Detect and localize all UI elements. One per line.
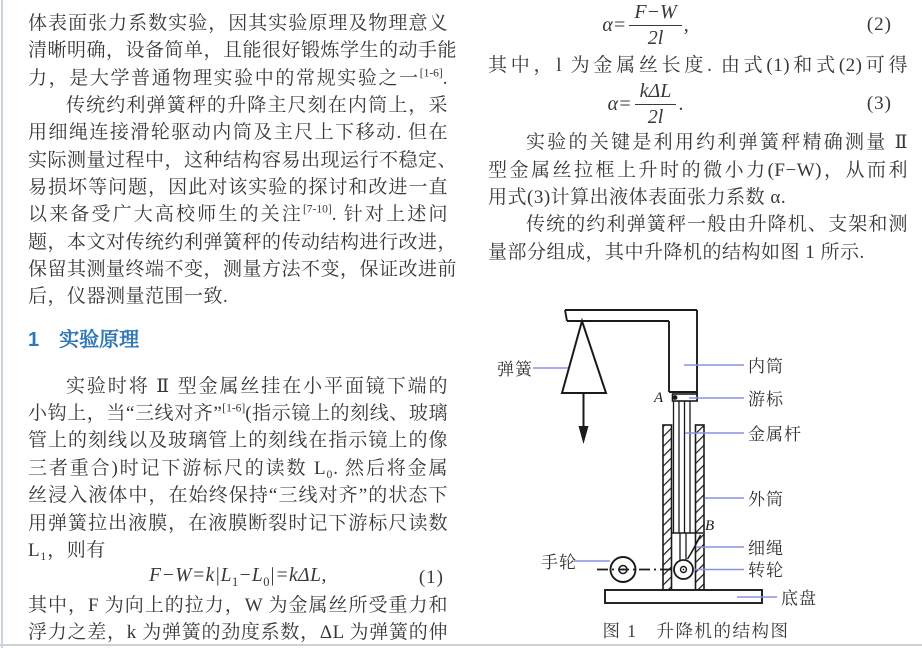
text-segment: 力，是大学普通物理实验中的常规实验之一 — [28, 67, 420, 89]
text-line: 其中，F 为向上的拉力，W 为金属丝所受重力和 — [28, 594, 448, 616]
section-heading — [28, 325, 448, 355]
outer-tube-walls — [663, 425, 704, 590]
text-line: L₁，则有 — [28, 539, 106, 561]
label-inner-tube: 内筒 — [748, 357, 784, 376]
left-column — [28, 10, 458, 646]
text-line: 丝浸入液体中，在始终保持“三线对齐”的状态下 — [28, 485, 448, 507]
citation-ref: [1-6] — [419, 67, 443, 80]
label-rope: 细绳 — [748, 539, 784, 558]
section-title: 实验原理 — [59, 328, 140, 351]
label-point-b: B — [705, 518, 715, 534]
text-line: 三者重合)时记下游标尺的读数 L₀. 然后将金属 — [28, 457, 448, 479]
text-segment: (指示镜上的刻线、玻璃 — [245, 403, 448, 425]
equation-1 — [28, 564, 448, 591]
text-line: 传统的约利弹簧秤一般由升降机、支架和测 — [526, 214, 908, 236]
text-line: 实验时将 Ⅱ 型金属丝挂在小平面镜下端的 — [66, 375, 448, 397]
citation-ref: [1-6] — [222, 402, 246, 415]
label-base: 底盘 — [781, 589, 817, 608]
page-left-edge — [1, 0, 3, 648]
text-segment: 以来备受广大高校师生的关注 — [28, 204, 303, 226]
label-spring: 弹簧 — [497, 360, 533, 379]
fraction — [635, 80, 677, 128]
spring-symbol — [562, 321, 606, 444]
equation-tail: , — [683, 13, 689, 36]
text-line: 用式(3)计算出液体表面张力系数 α. — [488, 187, 787, 209]
fraction-numerator: kΔL — [635, 80, 677, 104]
equation-segment: |=kΔL, — [269, 565, 327, 587]
subscript: 1 — [231, 575, 239, 590]
equation-body — [149, 565, 327, 590]
text-line — [28, 400, 448, 427]
text-segment: . — [442, 67, 448, 89]
equation-number: (1) — [418, 566, 444, 588]
text-line: 浮力之差，k 为弹簧的劲度系数，ΔL 为弹簧的伸 — [28, 621, 448, 643]
text-line — [28, 201, 448, 228]
text-line: 传统约利弹簧秤的升降主尺刻在内筒上，采 — [66, 95, 448, 117]
fraction — [629, 1, 681, 49]
text-line — [28, 65, 448, 92]
text-segment: . 针对上述问 — [331, 204, 448, 226]
text-line: 实际测量过程中，这种结构容易出现运行不稳定、 — [28, 149, 458, 171]
fraction-denominator: 2l — [647, 105, 664, 128]
equation-body — [608, 80, 684, 128]
text-line: 清晰明确，设备简单，且能很好锻炼学生的动手能 — [28, 40, 458, 62]
text-line: 题，本文对传统约利弹簧秤的传动结构进行改进， — [28, 231, 458, 253]
text-line: 保留其测量终端不变，测量方法不变，保证改进前 — [28, 259, 458, 281]
equation-body — [602, 1, 688, 49]
section-number: 1 — [28, 328, 40, 351]
citation-ref: [7-10] — [302, 204, 332, 217]
metal-rods — [674, 401, 691, 533]
equation-number: (3) — [866, 93, 892, 115]
text-line: 体表面张力系数实验，因其实验原理及物理意义 — [28, 13, 448, 34]
equation-number: (2) — [866, 14, 892, 35]
equation-3 — [488, 79, 908, 129]
text-line: 用细绳连接滑轮驱动内筒及主尺上下移动. 但在 — [28, 122, 448, 144]
subscript: 0 — [263, 575, 270, 590]
equation-segment: −L — [238, 565, 264, 587]
figure-caption: 图 1 升降机的结构图 — [602, 621, 790, 641]
fraction-numerator: F−W — [629, 1, 681, 25]
figure-lifting-mechanism — [461, 290, 922, 648]
text-line: 易损坏等问题，因此对该实验的探讨和改进一直 — [28, 177, 448, 199]
text-line: 量部分组成，其中升降机的结构如图 1 所示. — [488, 241, 865, 263]
label-metal-rod: 金属杆 — [748, 425, 802, 444]
label-outer-tube: 外筒 — [748, 490, 784, 509]
text-line: 用弹簧拉出液膜，在液膜断裂时记下游标尺读数 — [28, 512, 448, 534]
label-wheel: 转轮 — [748, 561, 784, 580]
text-segment: 小钩上，当“三线对齐” — [28, 403, 223, 425]
text-line: 后，仪器测量范围一致. — [28, 286, 229, 308]
fraction-denominator: 2l — [647, 26, 664, 49]
text-line: 其中，l 为金属丝长度. 由式(1)和式(2)可得 — [488, 55, 908, 76]
equation-2 — [488, 0, 908, 50]
label-hand-wheel: 手轮 — [541, 553, 577, 572]
label-vernier: 游标 — [748, 390, 784, 409]
text-line: 管上的刻线以及玻璃管上的刻线在指示镜上的像 — [28, 430, 448, 452]
equation-lhs: α= — [602, 13, 627, 36]
rotating-wheel — [674, 560, 693, 579]
right-column — [488, 0, 908, 266]
text-line: 实验的关键是利用约利弹簧秤精确测量 Ⅱ — [526, 132, 908, 154]
text-line: 型金属丝拉框上升时的微小力(F−W)，从而利 — [488, 159, 908, 181]
arrow-down-icon — [579, 426, 589, 444]
label-point-a: A — [654, 390, 664, 406]
equation-tail: . — [678, 92, 684, 115]
equation-lhs: α= — [607, 92, 632, 115]
equation-segment: F−W=k|L — [149, 565, 232, 587]
